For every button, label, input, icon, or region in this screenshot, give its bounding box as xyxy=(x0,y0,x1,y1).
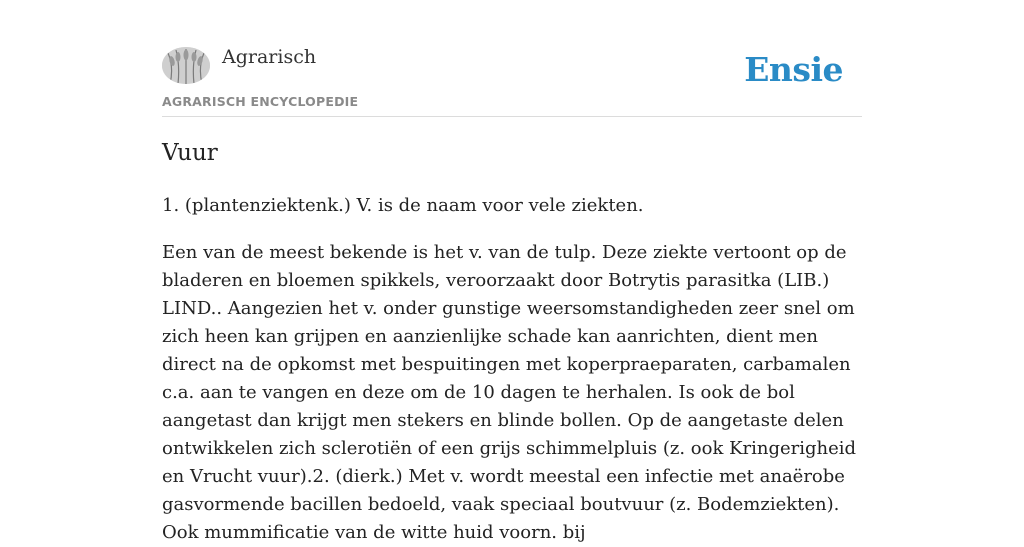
source-subtitle[interactable]: AGRARISCH ENCYCLOPEDIE xyxy=(162,94,359,109)
article-intro: 1. (plantenziektenk.) V. is de naam voor vele ziekten. xyxy=(162,195,644,216)
page xyxy=(162,0,862,543)
wheat-ears-icon[interactable] xyxy=(162,47,210,84)
article-body: Een van de meest bekende is het v. van de tulp. Deze ziekte vertoont op de bladeren en bloemen spikkels, veroorzaakt door Botrytis parasitka (LIB.) LIND.. Aangezien het v. onder gunstige weersomstandigheden zeer snel om zich heen kan grijpen en aanzienlijke schade kan aanrichten, dient men direct na de opkomst met bespuitingen met koperpraeparaten, carbamalen c.a. aan te vangen en deze om de 10 dagen te herhalen. Is ook de bol aangetast dan krijgt men stekers en blinde bollen. Op de aangetaste delen ontwikkelen zich sclerotiën of een grijs schimmelpluis (z. ook Kringerigheid en Vrucht vuur).2. (dierk.) Met v. wordt meestal een infectie met anaërobe gasvormende bacillen bedoeld, vaak speciaal boutvuur (z. Bodemziekten). Ook mummificatie van de witte huid voorn. bij xyxy=(162,242,857,543)
source-name[interactable]: Agrarisch xyxy=(222,46,317,68)
brand-logo[interactable]: Ensie xyxy=(744,50,843,89)
header xyxy=(162,0,862,117)
article-title: Vuur xyxy=(162,140,218,166)
